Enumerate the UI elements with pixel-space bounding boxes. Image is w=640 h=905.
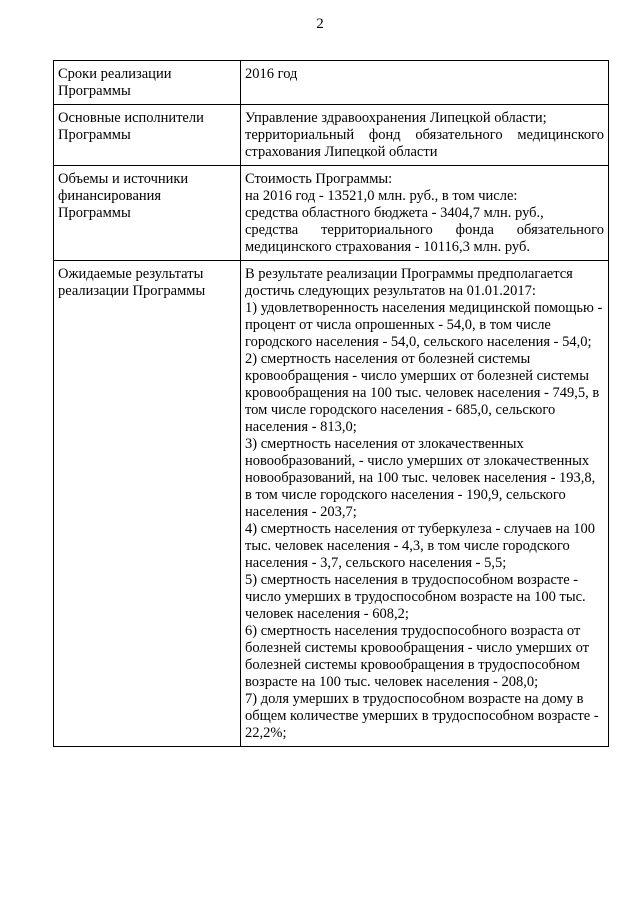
funding-line: средства территориального фонда обязательного xyxy=(245,222,604,238)
table-row-terms xyxy=(54,61,609,105)
result-item: 2) смертность населения от болезней системы кровообращения - число умерших от болезней системы кровообращения на 100 тыс. человек населения - 749,5, в том числе городского населения - 685,0, сельского населения - 813,0; xyxy=(245,351,600,435)
result-item: 1) удовлетворенность населения медицинской помощью - процент от числа опрошенных - 54,0, в том числе городского населения - 54,0, сельского населения - 54,0; xyxy=(245,300,603,350)
program-passport-table xyxy=(53,60,609,747)
results-intro: В результате реализации Программы предполагается достичь следующих результатов на 01.01.2017: xyxy=(245,266,573,299)
row-label-terms: Сроки реализации Программы xyxy=(54,61,241,105)
row-label-funding: Объемы и источники финансирования Программы xyxy=(54,166,241,261)
funding-line: на 2016 год - 13521,0 млн. руб., в том числе: xyxy=(245,188,518,204)
result-item: 3) смертность населения от злокачественных новообразований, - число умерших от злокачественных новообразований, на 100 тыс. человек населения - 193,8, в том числе городского населения - 190,9, сельского населения - 203,7; xyxy=(245,436,596,520)
funding-line: средства областного бюджета - 3404,7 млн. руб., xyxy=(245,205,544,221)
executors-line: Управление здравоохранения Липецкой области; xyxy=(245,110,547,126)
result-item: 5) смертность населения в трудоспособном возрасте - число умерших в трудоспособном возрасте на 100 тыс. человек населения - 608,2; xyxy=(245,572,586,622)
row-value-funding xyxy=(241,166,609,261)
row-label-results: Ожидаемые результаты реализации Программы xyxy=(54,261,241,747)
table-row-executors xyxy=(54,105,609,166)
funding-line: медицинского страхования - 10116,3 млн. руб. xyxy=(245,239,530,255)
table-row-funding xyxy=(54,166,609,261)
row-value-executors xyxy=(241,105,609,166)
row-value-results xyxy=(241,261,609,747)
row-value-terms: 2016 год xyxy=(241,61,609,105)
table-row-results xyxy=(54,261,609,747)
executors-line: территориальный фонд обязательного медицинского xyxy=(245,127,604,143)
page-number: 2 xyxy=(316,16,324,32)
row-label-executors: Основные исполнители Программы xyxy=(54,105,241,166)
funding-line: Стоимость Программы: xyxy=(245,171,393,187)
executors-line: страхования Липецкой области xyxy=(245,144,438,160)
result-item: 6) смертность населения трудоспособного возраста от болезней системы кровообращения - число умерших от болезней системы кровообращения в трудоспособном возрасте на 100 тыс. человек населения - 208,0; xyxy=(245,623,589,690)
result-item: 4) смертность населения от туберкулеза - случаев на 100 тыс. человек населения - 4,3, в том числе городского населения - 3,7, сельского населения - 5,5; xyxy=(245,521,596,571)
result-item: 7) доля умерших в трудоспособном возрасте на дому в общем количестве умерших в трудоспособном возрасте - 22,2%; xyxy=(245,691,599,741)
